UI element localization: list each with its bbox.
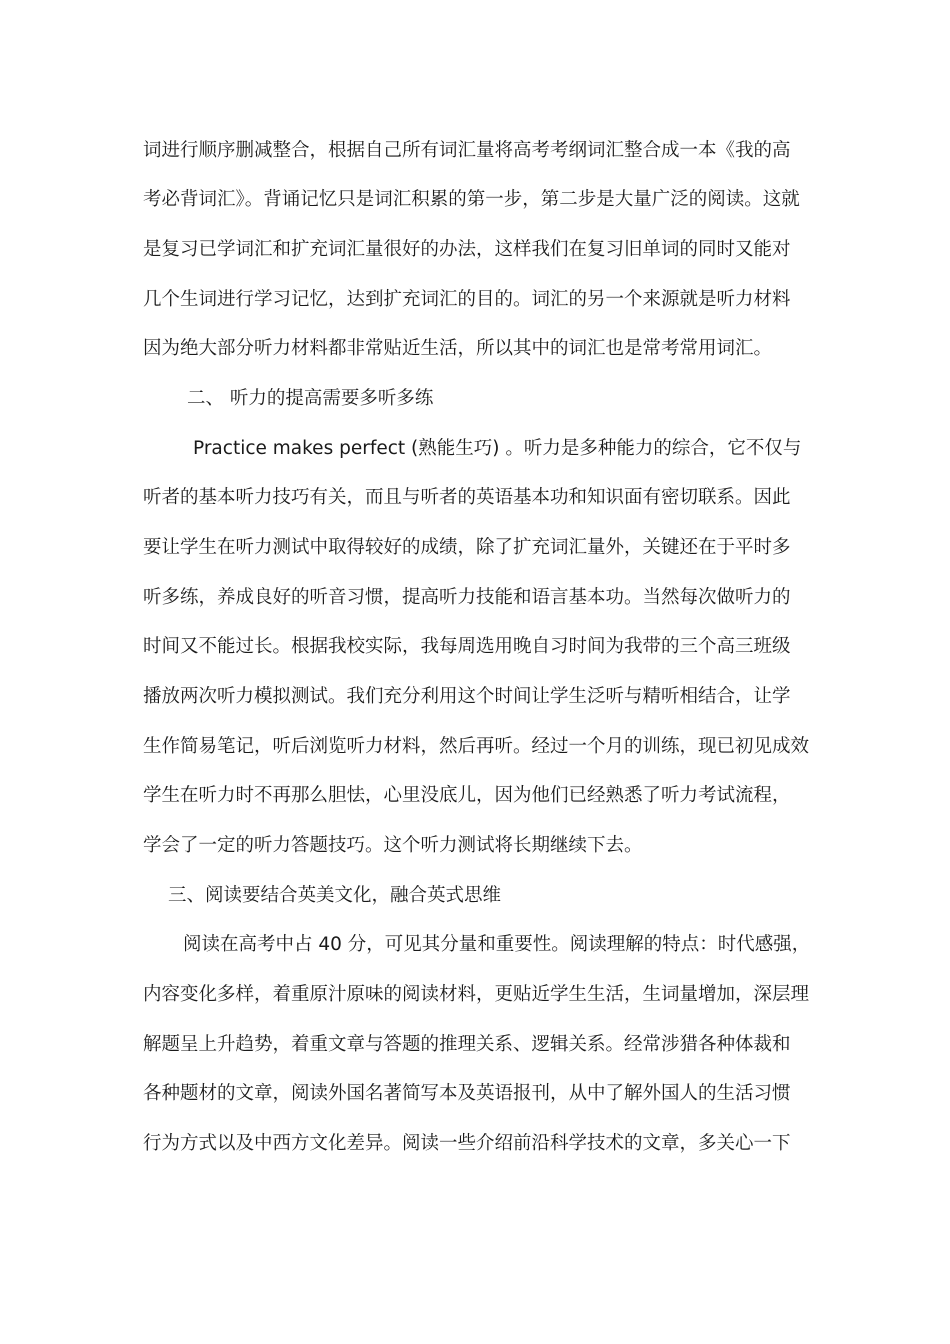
section-heading: 二、 听力的提高需要多听多练: [187, 388, 434, 409]
paragraph-line: 解题呈上升趋势，着重文章与答题的推理关系、逻辑关系。经常涉猎各种体裁和: [143, 1034, 791, 1055]
paragraph-line: 考必背词汇》。背诵记忆只是词汇积累的第一步，第二步是大量广泛的阅读。这就: [143, 189, 800, 210]
paragraph-line: 要让学生在听力测试中取得较好的成绩，除了扩充词汇量外，关键还在于平时多: [143, 537, 791, 558]
section-heading: 三、阅读要结合英美文化，融合英式思维: [168, 885, 502, 906]
paragraph-line: 听多练，养成良好的听音习惯，提高听力技能和语言基本功。当然每次做听力的: [143, 587, 791, 608]
paragraph-line: 内容变化多样，着重原汁原味的阅读材料，更贴近学生生活，生词量增加，深层理: [143, 984, 810, 1005]
paragraph-line: 生作简易笔记，听后浏览听力材料，然后再听。经过一个月的训练，现已初见成效: [143, 736, 810, 757]
paragraph-line: 学会了一定的听力答题技巧。这个听力测试将长期继续下去。: [143, 835, 643, 856]
paragraph-line: 时间又不能过长。根据我校实际，我每周选用晚自习时间为我带的三个高三班级: [143, 636, 791, 657]
paragraph-line: 听者的基本听力技巧有关，而且与听者的英语基本功和知识面有密切联系。因此: [143, 487, 791, 508]
paragraph-line: 行为方式以及中西方文化差异。阅读一些介绍前沿科学技术的文章，多关心一下: [143, 1133, 791, 1154]
paragraph-line: 几个生词进行学习记忆，达到扩充词汇的目的。词汇的另一个来源就是听力材料: [143, 289, 791, 310]
paragraph-line: 各种题材的文章，阅读外国名著简写本及英语报刊，从中了解外国人的生活习惯: [143, 1083, 791, 1104]
paragraph-line: Practice makes perfect (熟能生巧) 。听力是多种能力的综合，它不仅与: [193, 438, 802, 459]
paragraph-line: 因为绝大部分听力材料都非常贴近生活，所以其中的词汇也是常考常用词汇。: [143, 338, 773, 359]
paragraph-line: 是复习已学词汇和扩充词汇量很好的办法，这样我们在复习旧单词的同时又能对: [143, 239, 791, 260]
paragraph-line: 词进行顺序删减整合，根据自己所有词汇量将高考考纲词汇整合成一本《我的高: [143, 140, 791, 161]
paragraph-line: 播放两次听力模拟测试。我们充分利用这个时间让学生泛听与精听相结合，让学: [143, 686, 791, 707]
paragraph-line: 阅读在高考中占 40 分，可见其分量和重要性。阅读理解的特点：时代感强，: [183, 934, 811, 955]
paragraph-line: 学生在听力时不再那么胆怯，心里没底儿，因为他们已经熟悉了听力考试流程，: [143, 785, 791, 806]
